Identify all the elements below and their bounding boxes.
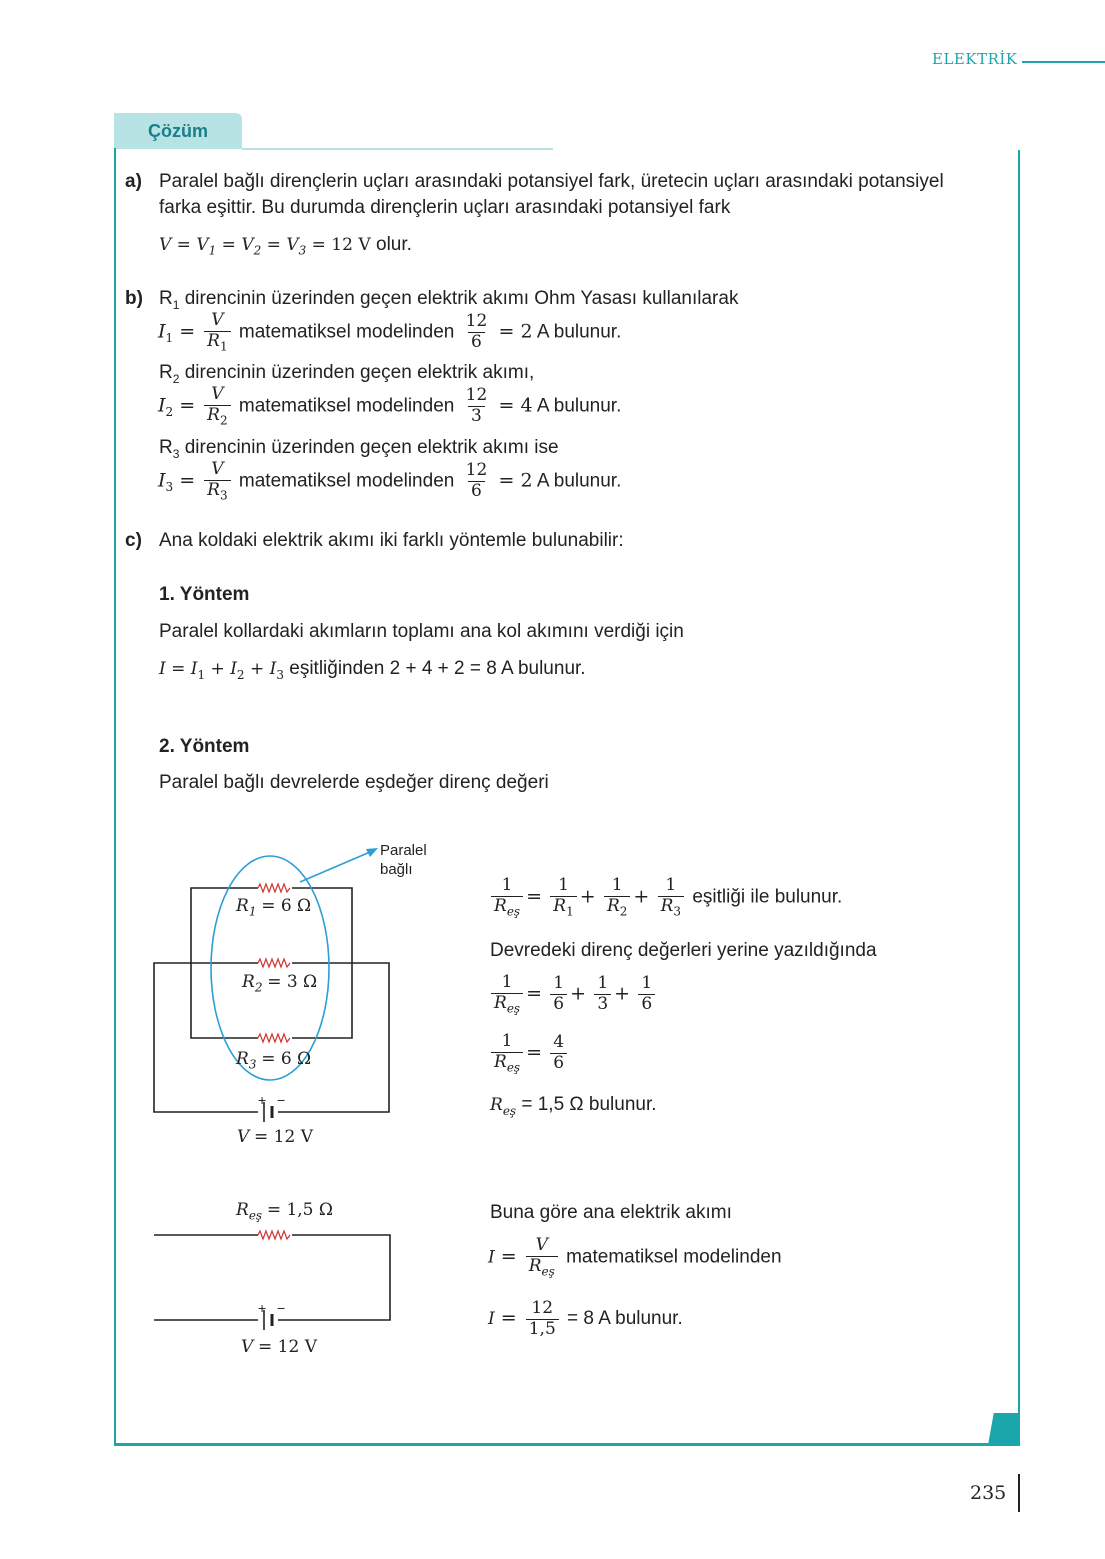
part-a-text1: Paralel bağlı dirençlerin uçları arasındaki potansiyel fark, üretecin uçları arasındaki potansiyel [159, 171, 944, 192]
svg-text:−: − [277, 1092, 286, 1108]
substituted-formula: $\frac{1}{R_{eş}}$ = $\frac{1}{6}$ + $\frac{1}{3}$ + $\frac{1}{6}$ [488, 973, 658, 1016]
i2-equation: $I_2$ = $\frac{V}{R_2}$ matematiksel modelinden $\frac{12}{3}$ = 4 A bulunur. [158, 384, 622, 427]
header-rule [1022, 61, 1105, 63]
i1-equation: $I_1$ = $\frac{V}{R_1}$ matematiksel modelinden $\frac{12}{6}$ = 2 A bulunur. [158, 310, 622, 353]
callout-line1: Paralel [380, 842, 427, 859]
page-number: 235 [970, 1482, 1007, 1504]
part-a-equation: $V = V_1 = V_2 = V_3 = 12$ V olur. [159, 234, 412, 258]
r2-label: $R_2 = 3$ Ω [242, 972, 318, 995]
frame-left [114, 148, 116, 1446]
current-formula: I = $\frac{V}{R_{eş}}$ matematiksel modelinden [488, 1235, 782, 1278]
r1-label: $R_1 = 6$ Ω [236, 896, 312, 919]
part-c-label: c) [125, 530, 142, 551]
method2-title: 2. Yöntem [159, 736, 250, 757]
equivalent-formula: $\frac{1}{R_{eş}}$ = $\frac{1}{R_1}$ + $\frac{1}{R_2}$ + $\frac{1}{R_3}$ eşitliği ile bulunur. [488, 876, 842, 919]
method1-equation: $I = I_1 + I_2 + I_3$ eşitliğinden 2 + 4 + 2 = 8 A bulunur. [159, 658, 586, 682]
part-b-label: b) [125, 288, 143, 309]
callout-line2: bağlı [380, 861, 413, 878]
method2-text: Paralel bağlı devrelerde eşdeğer direnç değeri [159, 772, 549, 793]
voltage-label-2: V = 12 V [241, 1337, 317, 1357]
r3-label: $R_3 = 6$ Ω [236, 1049, 312, 1072]
solution-tab-label: Çözüm [148, 121, 208, 141]
part-c-intro: Ana koldaki elektrik akımı iki farklı yöntemle bulunabilir: [159, 530, 624, 551]
page-number-rule [1018, 1474, 1020, 1512]
req-result: $R_{eş} = 1,5$ Ω bulunur. [490, 1094, 657, 1118]
method1-title: 1. Yöntem [159, 584, 250, 605]
frame-right [1018, 150, 1020, 1445]
r2-intro: $R_2$ direncinin üzerinden geçen elektrik akımı, [159, 362, 535, 386]
r1-intro: $R_1$ direncinin üzerinden geçen elektrik akımı Ohm Yasası kullanılarak [159, 288, 739, 312]
tab-rule [242, 148, 553, 150]
svg-text:+: + [258, 1092, 267, 1108]
voltage-label-1: V = 12 V [237, 1127, 313, 1147]
main-current-text: Buna göre ana elektrik akımı [490, 1202, 732, 1223]
method1-text: Paralel kollardaki akımların toplamı ana kol akımını verdiği için [159, 621, 684, 642]
part-a-label: a) [125, 171, 142, 192]
req-label: $R_{eş} = 1,5$ Ω [236, 1200, 333, 1223]
svg-text:+: + [258, 1300, 267, 1316]
part-a-text2: farka eşittir. Bu durumda dirençlerin uçları arasındaki potansiyel fark [159, 197, 731, 218]
i3-equation: $I_3$ = $\frac{V}{R_3}$ matematiksel modelinden $\frac{12}{6}$ = 2 A bulunur. [158, 459, 622, 502]
svg-text:−: − [277, 1300, 286, 1316]
parallel-circuit-diagram [140, 835, 440, 1155]
current-result: I = $\frac{12}{1,5}$ = 8 A bulunur. [488, 1298, 683, 1339]
equivalent-circuit-diagram [140, 1220, 410, 1330]
section-title: ELEKTRİK [932, 50, 1018, 68]
frame-bottom [114, 1443, 1020, 1446]
r3-intro: $R_3$ direncinin üzerinden geçen elektrik akımı ise [159, 437, 559, 461]
sum-formula: $\frac{1}{R_{eş}}$ = $\frac{4}{6}$ [488, 1032, 570, 1075]
substitute-text: Devredeki direnç değerleri yerine yazıldığında [490, 940, 877, 961]
corner-mark [988, 1413, 1020, 1445]
